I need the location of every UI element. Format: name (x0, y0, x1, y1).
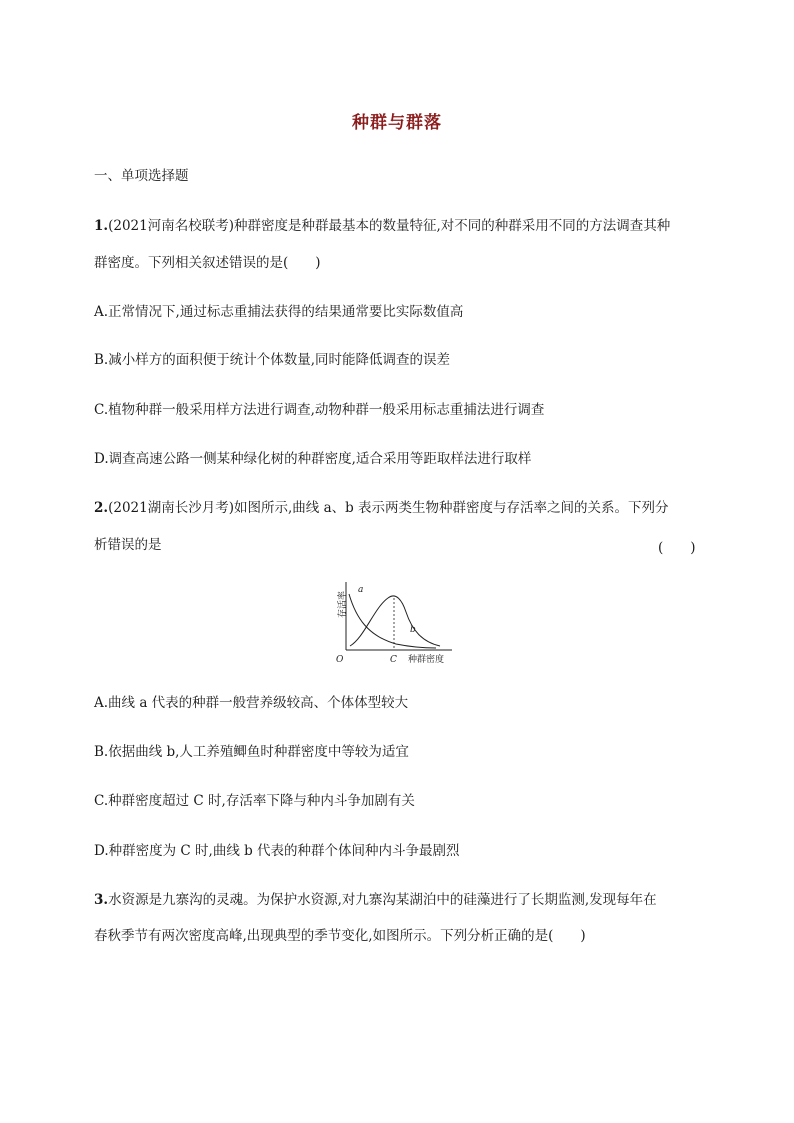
curve-b (350, 596, 440, 646)
question-1-option-c: C.植物种群一般采用样方法进行调查,动物种群一般采用标志重捕法进行调查 (94, 402, 545, 418)
question-1-option-b: B.减小样方的面积便于统计个体数量,同时能降低调查的误差 (94, 352, 451, 368)
question-2-stem-line-1 (94, 499, 669, 517)
question-1-text-1: (2021河南名校联考)种群密度是种群最基本的数量特征,对不同的种群采用不同的方法调查其种 (108, 218, 671, 234)
question-3-stem-line-1 (94, 891, 657, 909)
question-1-stem-line-2: 群密度。下列相关叙述错误的是( ) (94, 255, 321, 271)
question-3-stem-line-2: 春秋季节有两次密度高峰,出现典型的季节变化,如图所示。下列分析正确的是( ) (94, 928, 586, 944)
question-2-stem-line-2: 析错误的是 (94, 537, 162, 553)
question-1-stem-line-1 (94, 217, 670, 235)
question-3-number: 3. (94, 892, 109, 908)
figure-xlabel: 种群密度 (408, 655, 445, 665)
figure-curve-a-label: a (358, 585, 364, 595)
curve-a (349, 594, 436, 648)
question-2-number: 2. (94, 500, 109, 516)
section-heading: 一、单项选择题 (94, 168, 189, 184)
question-2-option-a: A.曲线 a 代表的种群一般营养级较高、个体体型较大 (94, 695, 409, 711)
figure-c-label: C (390, 655, 397, 665)
question-1-option-d: D.调查高速公路一侧某种绿化树的种群密度,适合采用等距取样法进行取样 (94, 451, 532, 467)
question-2-option-d: D.种群密度为 C 时,曲线 b 代表的种群个体间种内斗争最剧烈 (94, 843, 460, 859)
figure-curve-b-label: b (410, 625, 416, 635)
document-title: 种群与群落 (352, 113, 442, 133)
figure-origin-label: O (336, 655, 344, 665)
question-1-number: 1. (94, 218, 109, 234)
figure-svg (336, 578, 456, 668)
survival-density-figure (336, 578, 456, 668)
question-2-text-1: (2021湖南长沙月考)如图所示,曲线 a、b 表示两类生物种群密度与存活率之间的关系。下列分 (108, 500, 669, 516)
figure-ylabel: 存活率 (338, 590, 348, 618)
question-2-option-c: C.种群密度超过 C 时,存活率下降与种内斗争加剧有关 (94, 793, 415, 809)
question-1-option-a: A.正常情况下,通过标志重捕法获得的结果通常要比实际数值高 (94, 304, 464, 320)
question-2-answer-paren: ( ) (658, 540, 696, 556)
question-2-option-b: B.依据曲线 b,人工养殖鲫鱼时种群密度中等较为适宜 (94, 744, 409, 760)
question-3-text-1: 水资源是九寨沟的灵魂。为保护水资源,对九寨沟某湖泊中的硅藻进行了长期监测,发现每年在 (108, 892, 657, 908)
